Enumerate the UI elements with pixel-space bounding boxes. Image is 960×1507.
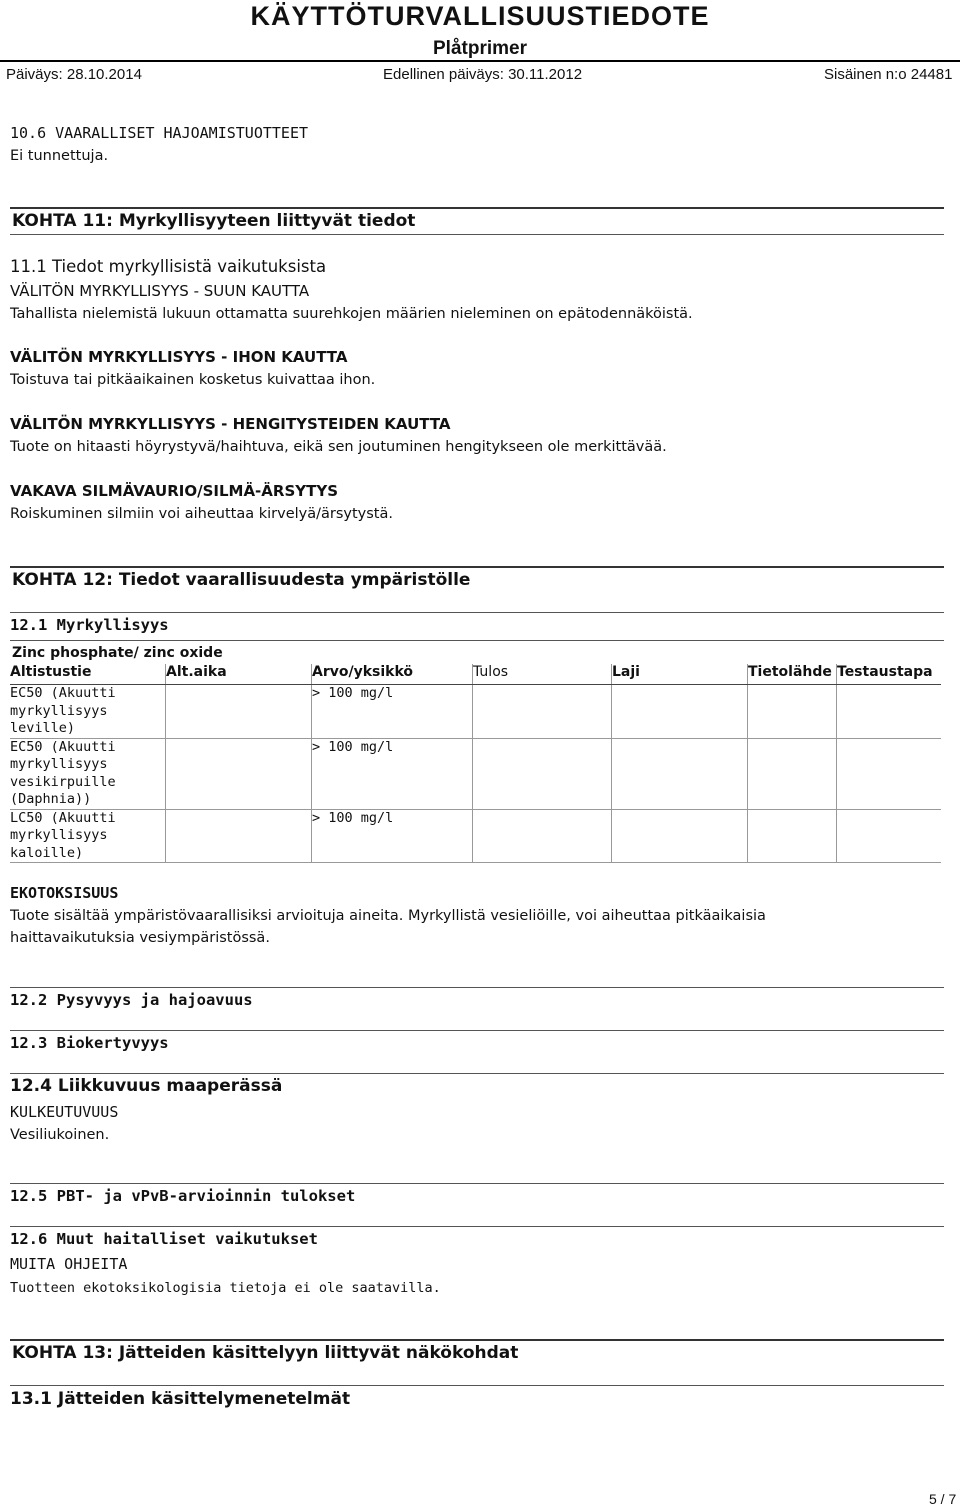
oral-toxicity-text: Tahallista nielemistä lukuun ottamatta suurehkojen määrien nieleminen on epätodennäköistä.	[10, 306, 693, 322]
value-cell: > 100 mg/l	[312, 738, 473, 809]
kohta-13-heading: KOHTA 13: Jätteiden käsittelyyn liittyvät näkökohdat	[12, 1343, 519, 1363]
kohta-11-heading: KOHTA 11: Myrkyllisyyteen liittyvät tiedot	[12, 211, 416, 231]
eye-damage-label: VAKAVA SILMÄVAURIO/SILMÄ-ÄRSYTYS	[10, 482, 339, 500]
inhalation-toxicity-text: Tuote on hitaasti höyrystyvä/haihtuva, eikä sen joutuminen hengitykseen ole merkittävää.	[10, 439, 667, 455]
eye-damage-text: Roiskuminen silmiin voi aiheuttaa kirvelyä/ärsytystä.	[10, 506, 393, 522]
page-number: 5 / 7	[929, 1491, 957, 1507]
column-header: Laji	[612, 664, 748, 685]
table-row	[10, 809, 941, 863]
column-header: Altistustie	[10, 664, 166, 685]
section-12-3-heading: 12.3 Biokertyvyys	[10, 1034, 169, 1052]
section-12-1-heading: 12.1 Myrkyllisyys	[10, 616, 169, 634]
kohta-12-rule-top	[10, 566, 944, 568]
exposure-route-cell: EC50 (Akuutti myrkyllisyys vesikirpuille (Daphnia))	[10, 738, 166, 809]
section-12-4-heading: 12.4 Liikkuvuus maaperässä	[10, 1076, 283, 1096]
column-header: Testaustapa	[837, 664, 942, 685]
value-cell: > 100 mg/l	[312, 685, 473, 739]
section-10-6-heading: 10.6 VAARALLISET HAJOAMISTUOTTEET	[10, 124, 309, 142]
section-12-1-rule	[10, 612, 944, 613]
substance-name: Zinc phosphate/ zinc oxide	[12, 645, 223, 661]
value-cell: > 100 mg/l	[312, 809, 473, 863]
substance-rule	[10, 640, 944, 641]
mobility-text: Vesiliukoinen.	[10, 1127, 110, 1143]
section-12-6-rule	[10, 1226, 944, 1227]
kohta-13-rule-top	[10, 1339, 944, 1341]
column-header: Alt.aika	[166, 664, 312, 685]
internal-number: Sisäinen n:o 24481	[824, 66, 953, 83]
column-header: Arvo/yksikkö	[312, 664, 473, 685]
document-title: KÄYTTÖTURVALLISUUSTIEDOTE	[250, 1, 710, 31]
table-row	[10, 685, 941, 739]
product-name: Plåtprimer	[433, 38, 527, 59]
section-12-4-rule	[10, 1073, 944, 1074]
kohta-11-rule-top	[10, 207, 944, 209]
column-header: Tulos	[473, 664, 612, 685]
ecotoxicity-text-line1: Tuote sisältää ympäristövaarallisiksi arvioituja aineita. Myrkyllistä vesieliöille, voi aiheuttaa pitkäaikaisia	[10, 908, 766, 924]
oral-toxicity-label: VÄLITÖN MYRKYLLISYYS - SUUN KAUTTA	[10, 282, 310, 300]
inhalation-toxicity-label: VÄLITÖN MYRKYLLISYYS - HENGITYSTEIDEN KAUTTA	[10, 415, 451, 433]
toxicity-table	[10, 664, 941, 863]
table-row	[10, 738, 941, 809]
dermal-toxicity-label: VÄLITÖN MYRKYLLISYYS - IHON KAUTTA	[10, 348, 348, 366]
section-11-1-heading: 11.1 Tiedot myrkyllisistä vaikutuksista	[10, 257, 327, 276]
kohta-11-rule-bottom	[10, 234, 944, 235]
section-12-2-rule	[10, 987, 944, 988]
section-12-5-rule	[10, 1183, 944, 1184]
mobility-label: KULKEUTUVUUS	[10, 1103, 119, 1121]
other-instructions-label: MUITA OHJEITA	[10, 1255, 128, 1273]
exposure-route-cell: LC50 (Akuutti myrkyllisyys kaloille)	[10, 809, 166, 863]
ecotoxicity-label: EKOTOKSISUUS	[10, 884, 119, 902]
previous-date: Edellinen päiväys: 30.11.2012	[383, 66, 583, 83]
other-instructions-text: Tuotteen ekotoksikologisia tietoja ei ole saatavilla.	[10, 1280, 441, 1296]
section-12-3-rule	[10, 1030, 944, 1031]
section-10-6-text: Ei tunnettuja.	[10, 148, 109, 164]
section-12-2-heading: 12.2 Pysyvyys ja hajoavuus	[10, 991, 253, 1009]
section-13-1-heading: 13.1 Jätteiden käsittelymenetelmät	[10, 1389, 351, 1409]
column-header: Tietolähde	[748, 664, 837, 685]
exposure-route-cell: EC50 (Akuutti myrkyllisyys leville)	[10, 685, 166, 739]
ecotoxicity-text-line2: haittavaikutuksia vesiympäristössä.	[10, 930, 270, 946]
header-divider	[0, 60, 960, 62]
section-13-1-rule	[10, 1385, 944, 1386]
dermal-toxicity-text: Toistuva tai pitkäaikainen kosketus kuivattaa ihon.	[10, 372, 376, 388]
section-12-5-heading: 12.5 PBT- ja vPvB-arvioinnin tulokset	[10, 1187, 356, 1205]
date: Päiväys: 28.10.2014	[6, 66, 142, 83]
section-12-6-heading: 12.6 Muut haitalliset vaikutukset	[10, 1230, 318, 1248]
kohta-12-heading: KOHTA 12: Tiedot vaarallisuudesta ympäristölle	[12, 570, 471, 590]
table-header-row	[10, 664, 941, 685]
